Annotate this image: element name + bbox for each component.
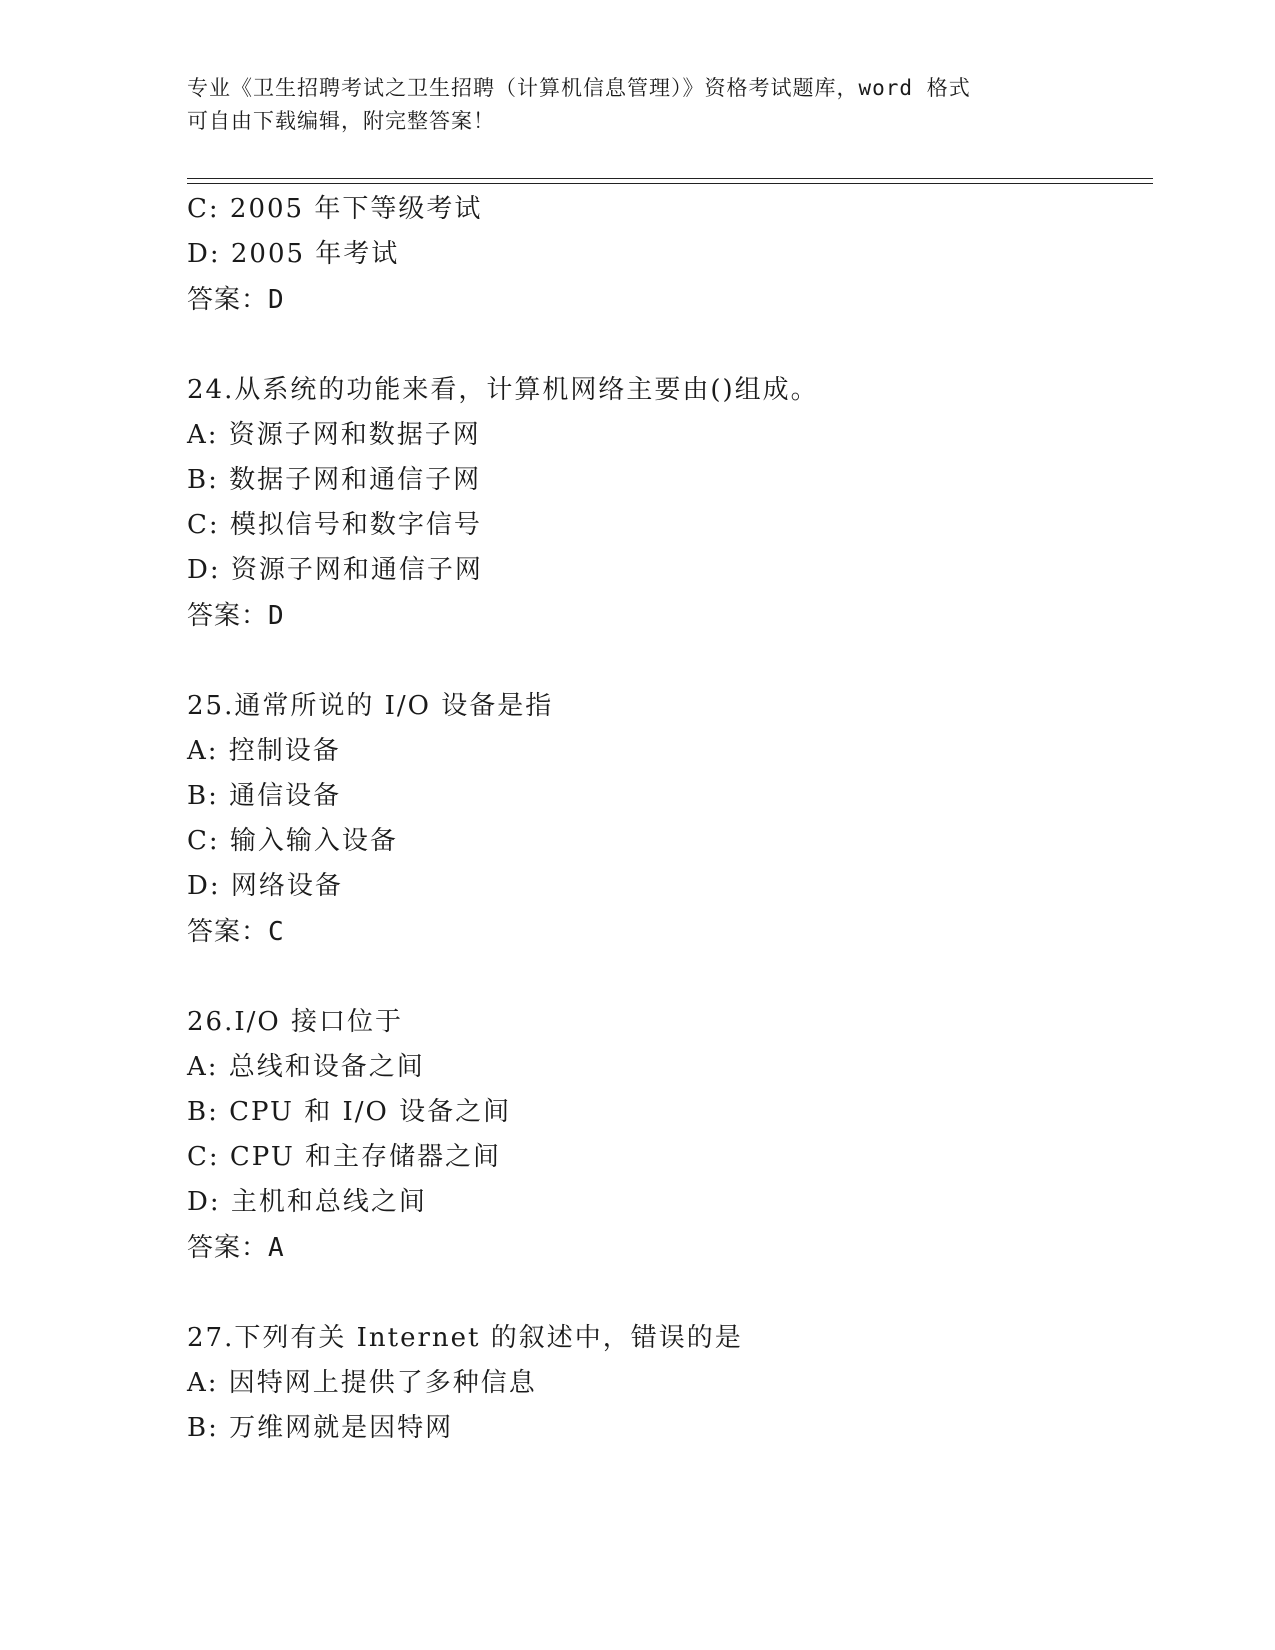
q23-answer: 答案：D [187, 285, 285, 315]
header-line-2: 可自由下载编辑，附完整答案！ [187, 109, 495, 133]
q27-option-b: B: 万维网就是因特网 [187, 1413, 454, 1443]
q24-answer: 答案：D [187, 601, 285, 631]
q23-option-d: D: 2005 年考试 [187, 239, 400, 269]
q27-stem: 27.下列有关 Internet 的叙述中，错误的是 [187, 1323, 743, 1353]
q26-option-c: C: CPU 和主存储器之间 [187, 1142, 502, 1172]
document-header [187, 72, 1067, 138]
q26-option-b: B: CPU 和 I/O 设备之间 [187, 1097, 512, 1127]
q24-option-d: D: 资源子网和通信子网 [187, 555, 483, 585]
q25-answer: 答案：C [187, 917, 285, 947]
q24-option-a: A: 资源子网和数据子网 [187, 420, 481, 450]
q25-option-b: B: 通信设备 [187, 781, 342, 811]
header-line-1: 专业《卫生招聘考试之卫生招聘（计算机信息管理）》资格考试题库，word 格式 [187, 76, 971, 100]
header-divider-bottom [187, 183, 1153, 184]
q26-stem: 26.I/O 接口位于 [187, 1007, 403, 1037]
q27-option-a: A: 因特网上提供了多种信息 [187, 1368, 537, 1398]
q24-option-b: B: 数据子网和通信子网 [187, 465, 482, 495]
q24-option-c: C: 模拟信号和数字信号 [187, 510, 482, 540]
header-divider-top [187, 178, 1153, 179]
q26-option-a: A: 总线和设备之间 [187, 1052, 425, 1082]
q25-option-d: D: 网络设备 [187, 871, 343, 901]
q25-stem: 25.通常所说的 I/O 设备是指 [187, 691, 554, 721]
q26-answer: 答案：A [187, 1233, 285, 1263]
q24-stem: 24.从系统的功能来看，计算机网络主要由()组成。 [187, 375, 819, 405]
q25-option-a: A: 控制设备 [187, 736, 341, 766]
q26-option-d: D: 主机和总线之间 [187, 1187, 427, 1217]
q25-option-c: C: 输入输入设备 [187, 826, 398, 856]
q23-option-c: C: 2005 年下等级考试 [187, 194, 483, 224]
